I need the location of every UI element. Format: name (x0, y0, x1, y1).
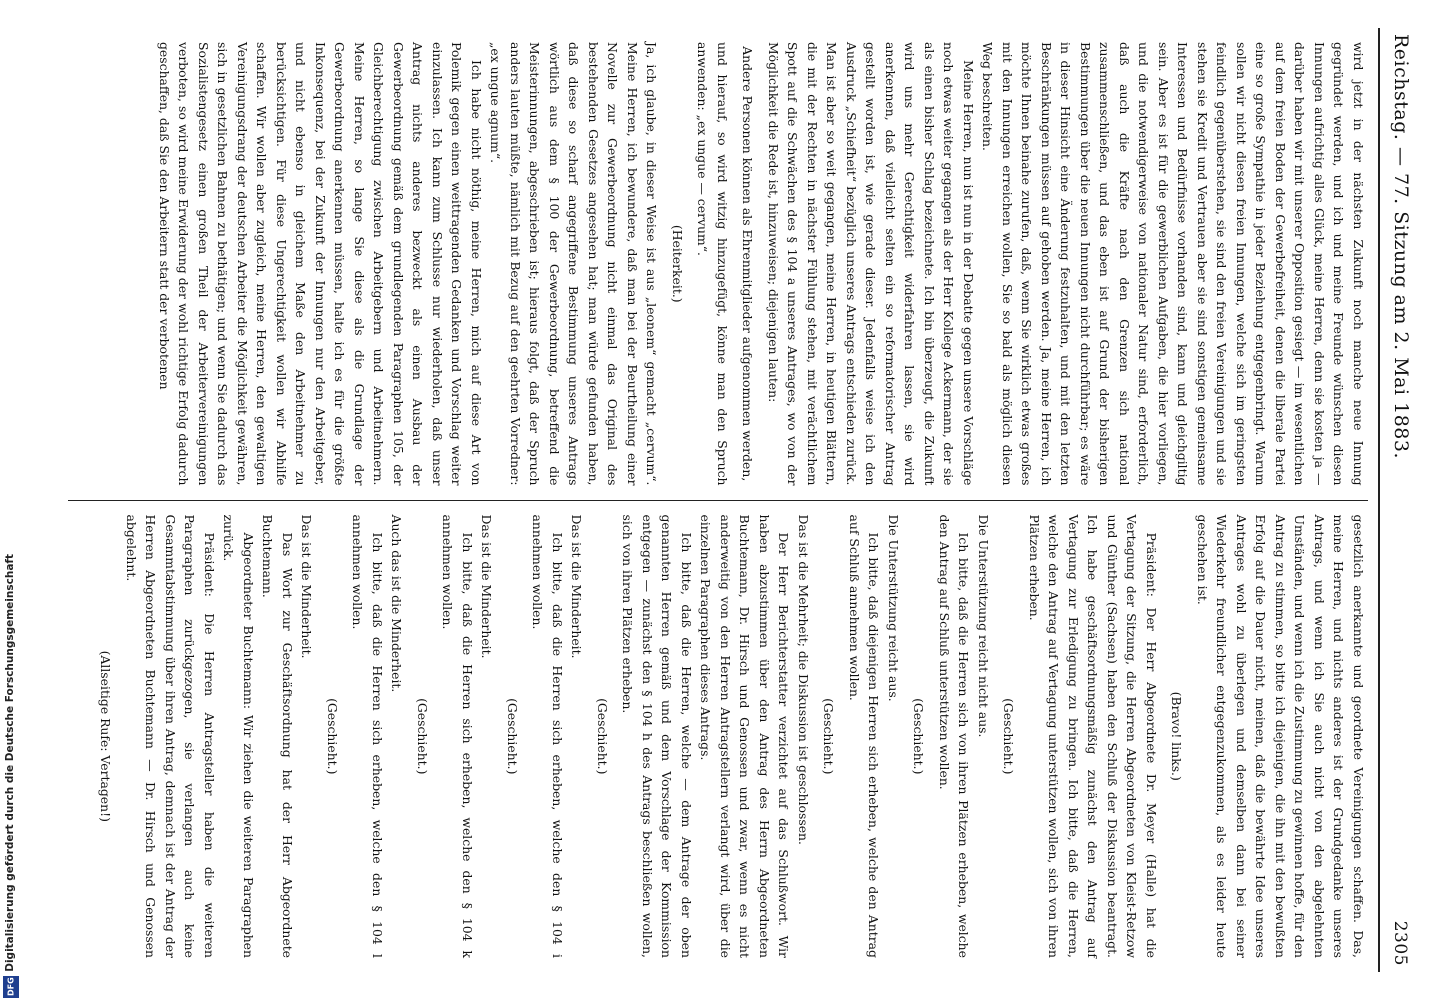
paragraph: Das ist die Minderheit. (569, 514, 585, 659)
paragraph: Ich bitte, daß die Herren sich erheben, welche den § 104 l annehmen wollen. (350, 514, 385, 958)
paragraph: Ich bitte, daß diejenigen Herren sich erheben, welche den Antrag auf Schluß annehmen wollen. (847, 514, 882, 958)
paragraph: Ich habe nicht nöthig, meine Herren, mich auf diese Art von Polemik gegen einen weittragenden Gedanken und Vorschlag weiter einzulassen. Ich kann zum Schlusse nur wiederholen, daß unser Antrag nichts anderes bezweckt als einen Ausbau der Gewerbeordnung gemäß dem grundlegenden Paragraphen 105, der Gleichberechtigung zwischen Arbeitgebern und Arbeitnehmern. Meine Herren, so lange Sie diese als die Grundlage der Gewerbeordnung anerkennen müssen, halte ich es für die größte Inkonsequenz, bei der Zukunft der Innungen nur den Arbeitgeber, und nicht ebenso in gleichem Maße den Arbeitnehmer zu berücksichtigen. Für diese Ungerechtigkeit wollen wir Abhilfe schaffen. Wir wollen aber zugleich, meine Herren, den gewaltigen Vereinigungsdrang der deutschen Arbeiter die Möglichkeit gewähren, sich in gesetzlichen Bahnen zu bethätigen; und wenn Sie dadurch das Sozialistengesetz einen großen Theil der Arbeitervereinigungen verboten, so wird meine Erwiderung der wohl richtige Erfolg dadurch geschaffen, daß Sie den Arbeitern statt der verbotenen (157, 42, 484, 486)
paragraph: (Allseitige Rufe: Vertagen!) (98, 650, 114, 822)
paragraph: Ich bitte, daß die Herren sich erheben, welche den § 104 k annehmen wollen. (440, 514, 475, 958)
credit-text: Digitalisierung gefördert durch die Deutsche Forschungsgemeinschaft (4, 554, 16, 972)
paragraph: gesetzlich anerkannte und geordnete Vereinigungen schaffen. Das, meine Herren, und nichts anderes ist der Grundgedanke unseres Antrags, und wenn ich Sie auch nicht von den abgelehnten Umständen, und wenn ich die Zustimmung zu gewinnen hoffe, für den Antrag zu stimmen, so bitte ich diejenigen, die ihn mit den bewußten Erfolg auf die Dauer nicht, meinen, daß die bewährte Idee unseres Antrages wohl zu überlegen und demselben dann bei seiner Wiederkehr freundlicher entgegenzukommen, als es leider heute geschehen ist. (1195, 514, 1366, 959)
paragraph: (Geschieht.) (325, 698, 340, 775)
paragraph: und hierauf, so wird witzig hinzugefügt, könne man den Spruch anwenden: „ex ungue — cervum“. (695, 42, 730, 486)
paragraph: Ich bitte, daß die Herren sich von ihren Plätzen erheben, welche den Antrag auf Schluß unterstützen wollen. (937, 514, 972, 958)
paragraph: Der Herr Berichterstatter verzichtet auf das Schlußwort. Wir haben abzustimmen über den Antrag des Herrn Abgeordneten Buchtemann, Dr. Hirsch und Genossen und zwar, wenn es nicht anderweitig von den Herren Antragstellern verlangt wird, über die einzelnen Paragraphen dieses Antrags. (698, 514, 792, 958)
paragraph: Das ist die Minderheit. (479, 514, 495, 659)
paragraph: Das ist die Minderheit. (299, 514, 315, 659)
dfg-logo: DFG (3, 976, 19, 998)
paragraph: Abgeordneter Buchtemann: Wir ziehen die weiteren Paragraphen zurück. (221, 514, 256, 958)
paragraph: Andere Personen können als Ehrenmitglieder aufgenommen werden, (740, 46, 756, 482)
paragraph: (Geschieht.) (1001, 698, 1017, 775)
header-title: Reichstag. — 77. Sitzung am 2. Mai 1883. (1390, 34, 1412, 460)
text-column-right (68, 500, 1368, 973)
text-columns (68, 28, 1368, 972)
paragraph: (Heiterkeit.) (670, 224, 685, 303)
paragraph: (Geschieht.) (415, 698, 430, 775)
digitization-credit (0, 0, 22, 1000)
paragraph: Meine Herren, nun ist nun in der Debatte gegen unsere Vorschläge noch etwas weiter gegangen als der Herr Kollege Ackermann, der sie als einen bisher Schlag bezeichnete. Ich bin überzeugt, die Zukunft wird uns mehr Gerechtigkeit widerfahren lassen, sie wird anerkennen, daß vielleicht selten ein so reformatorischer Antrag gestellt worden ist, wie gerade dieser. Jedenfalls weise ich den Ausdruck „Schiefheit“ bezüglich unseres Antrags entschieden zurück. Man ist aber so weit gegangen, meine Herren, in heutigen Blättern, die mit der Rechten in nächster Fühlung stehen, mit verächtlichem Spott auf die Schwächen des § 104 a unseres Antrages, wo von der Möglichkeit die Rede ist, hinzuweisen; diejenigen lauten: (766, 42, 976, 486)
paragraph: Präsident: Der Herr Abgeordnete Dr. Meyer (Halle) hat die Vertagung der Sitzung, die Herren Abgeordneten von Kleist-Retzow und Günther (Sachsen) haben den Schluß der Diskussion beantragt. Ich habe geschäftsordnungsmäßig zunächst den Antrag auf Vertagung zur Erledigung zu bringen. Ich bitte, daß die Herren, welche den Antrag auf Vertagung unterstützen wollen, sich von ihren Plätzen erheben. (1027, 514, 1159, 958)
paragraph: Ich bitte, daß die Herren, welche — dem Antrage der oben genannten Herren gemäß und dem Vorschlage der Kommission entgegen — zunächst den § 104 h des Antrags beschließen wollen, sich von ihren Plätzen erheben. (620, 514, 694, 958)
rotated-page (50, 0, 1432, 1000)
paragraph: (Geschieht.) (821, 698, 837, 775)
page-header (1378, 28, 1412, 972)
paragraph: Präsident: Die Herren Antragsteller haben die weiteren Paragraphen zurückgezogen, sie verlangen auch keine Gesammtabstimmung über ihren Antrag, demnach ist der Antrag der Herren Abgeordneten Buchtemann — Dr. Hirsch und Genossen abgelehnt. (124, 514, 217, 958)
paragraph: Das ist die Mehrheit; die Diskussion ist geschlossen. (796, 514, 811, 845)
paragraph: (Geschieht.) (595, 698, 610, 775)
page-number: 2305 (1390, 920, 1410, 966)
paragraph: Ich bitte, daß die Herren sich erheben, welche den § 104 i annehmen wollen. (530, 514, 565, 958)
paragraph: (Geschieht.) (911, 698, 927, 775)
paragraph: Die Unterstützung reicht aus. (886, 514, 901, 702)
paragraph: (Geschieht.) (505, 698, 520, 775)
paragraph: Die Unterstützung reicht nicht aus. (976, 514, 991, 738)
text-column-left (68, 28, 1368, 500)
paragraph: wird jetzt in der nächsten Zukunft noch manche neue Innung gegründet werden, und ich und meine Freunde wünschen diesen Innungen aufrichtig alles Glück, meine Herren, denn sie kosten ja — darüber haben wir mit unserer Opposition gesiegt — im wesentlichen auf dem freien Boden der Gewerbefreiheit, denen die liberale Partei eine so große Sympathie in jeder Beziehung entgegenbringt. Warum sollen wir nicht diesen freien Innungen, welche sich im geringsten feindlich gegenüberstehen, sie sind den freien Vereinigungen und sie stehen sie Kredit und Vertrauen aber sie sind sonstigen gemeinsame Interessen und Bedürfnisse vorhanden sind, kann und gleichgiltig sein. Aber es ist für die gewerblichen Aufgaben, die hier vorliegen, und die notwendigerweise von nationaler Natur sind, erforderlich, daß auch die Kräfte nach den Grenzen sich national zusammenschließen, und das eben ist auf Grund der bisherigen Bestimmungen über die neuen Innungen nicht durchführbar; es wäre in dieser Hinsicht eine Änderung festzuhalten, und mit den letzten Beschränkungen müssen auf gehoben werden. Ja, meine Herren, ich möchte Ihnen beinahe zurufen, daß, wenn Sie wirklich etwas großes mit den Innungen erreichen wollen, Sie so bald als möglich diesen Weg beschreiten. (980, 42, 1366, 486)
paragraph: Das Wort zur Geschäftsordnung hat der Herr Abgeordnete Buchtemann. (260, 514, 295, 958)
paragraph: Auch das ist die Minderheit. (389, 514, 405, 693)
paragraph: (Bravo! links.) (1169, 691, 1185, 781)
paragraph: Ja, ich glaube, in dieser Weise ist aus „leonem“ gemacht „cervum“. Meine Herren, ich bewundere, daß man bei der Beurtheilung einer Novelle zur Gewerbeordnung nicht einmal das Original des bestehenden Gesetzes angesehen hat; man würde gefunden haben, daß diese so scharf angegriffene Bestimmung unseres Antrags wörtlich aus dem § 100 der Gewerbeordnung, betreffend die Meisterinnungen, abgeschrieben ist; hieraus folgt, daß der Spruch anders lauten müßte, nämlich mit Bezug auf den geehrten Vorredner: „ex ungue agnum“. (488, 42, 660, 486)
